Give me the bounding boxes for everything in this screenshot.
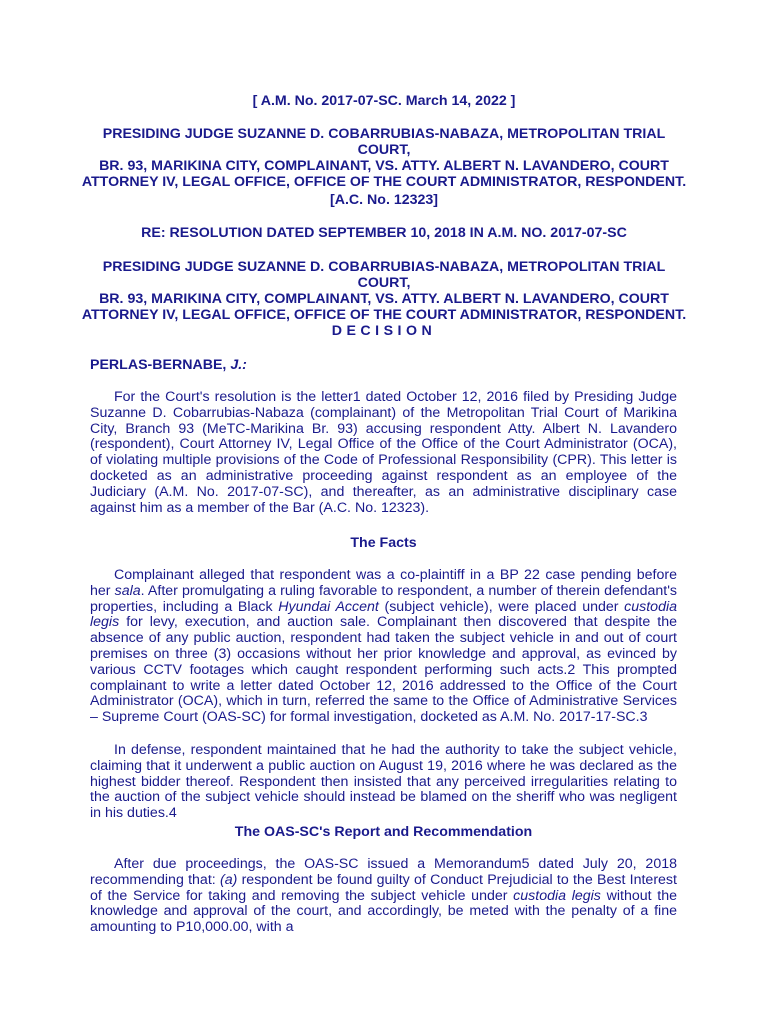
facts-heading: The Facts xyxy=(350,535,417,551)
oas-paragraph-1 xyxy=(90,857,677,936)
intro-text: For the Court's resolution is the letter1 dated October 12, 2016 filed by Presiding Judge Suzanne D. Cobarrubias-Nabaza (complainant) of the Metropolitan Trial Court of Marikina City, Branch 93 (MeTC-Marikina Br. 93) accusing respondent Atty. Albert N. Lavandero (respondent), Court Attorney IV, Legal Office of the Office of the Court Administrator (OCA), of violating multiple provisions of the Code of Professional Responsibility (CPR). This letter is docketed as an administrative proceeding against respondent as an employee of the Judiciary (A.M. No. 2017-07-SC), and thereafter, as an administrative disciplinary case against him as a member of the Bar (A.C. No. 12323). xyxy=(90,389,677,516)
oas-italic-custodia: custodia legis xyxy=(513,887,601,904)
facts-paragraph-1 xyxy=(90,568,677,726)
facts-text: for levy, execution, and auction sale. Complainant then discovered that despite the absence of any public auction, respondent had taken the subject vehicle in and out of court premises on three (3) occasions without her prior knowledge and approval, as evinced by various CCTV footages which caught respondent performing such acts.2 This prompted complainant to write a letter dated October 12, 2016 addressed to the Office of the Court Administrator (OCA), which in turn, referred the same to the Office of Administrative Services – Supreme Court (OAS-SC) for formal investigation, docketed as A.M. No. 2017-17-SC.3 xyxy=(90,614,677,726)
ponente-suffix: J.: xyxy=(230,357,247,373)
oas-heading: The OAS-SC's Report and Recommendation xyxy=(234,824,533,840)
oas-text: respondent be found guilty of Conduct Prejudicial to the Best Interest of the Service for taking and removing the subject vehicle under xyxy=(90,871,677,904)
case-parties-secondary xyxy=(80,259,688,323)
facts-paragraph-2 xyxy=(90,743,677,822)
re-line: RE: RESOLUTION DATED SEPTEMBER 10, 2018 IN A.M. NO. 2017-07-SC xyxy=(141,225,627,241)
facts-text: In defense, respondent maintained that he had the authority to take the subject vehicle, claiming that it underwent a public auction on August 19, 2016 where he was declared as the highest bidder thereof. Respondent then insisted that any perceived irregularities relating to the auction of the subject vehicle should instead be blamed on the sheriff who was negligent in his duties.4 xyxy=(90,742,677,822)
oas-italic-a: (a) xyxy=(219,871,238,888)
oas-text: After due proceedings, the OAS-SC issued a Memorandum5 dated July 20, 2018 recommending that: xyxy=(90,856,677,888)
case-parties-line: BR. 93, MARIKINA CITY, COMPLAINANT, VS. ATTY. ALBERT N. LAVANDERO, COURT xyxy=(99,158,669,174)
oas-text: without the knowledge and approval of the court, and accordingly, be meted with the penalty of a fine amounting to P10,000.00, with a xyxy=(90,887,677,936)
ponente-name: PERLAS-BERNABE, xyxy=(90,357,231,373)
facts-text: Complainant alleged that respondent was a co-plaintiff in a BP 22 case pending before her xyxy=(90,567,677,599)
case-citation-secondary: [A.C. No. 12323] xyxy=(329,192,438,208)
case-parties-line: ATTORNEY IV, LEGAL OFFICE, OFFICE OF THE COURT ADMINISTRATOR, RESPONDENT. xyxy=(81,307,687,323)
ponente xyxy=(90,357,247,373)
facts-text: (subject vehicle), were placed under xyxy=(378,598,625,615)
facts-text: . After promulgating a ruling favorable to respondent, a number of therein defendant's properties, including a Black xyxy=(90,582,677,615)
case-parties-line: PRESIDING JUDGE SUZANNE D. COBARRUBIAS-NABAZA, METROPOLITAN TRIAL COURT, xyxy=(102,126,666,158)
case-citation: [ A.M. No. 2017-07-SC. March 14, 2022 ] xyxy=(252,93,516,109)
case-parties xyxy=(80,126,688,190)
case-parties-line: ATTORNEY IV, LEGAL OFFICE, OFFICE OF THE COURT ADMINISTRATOR, RESPONDENT. xyxy=(81,174,687,190)
facts-italic-custodia: custodia legis xyxy=(90,598,677,631)
intro-paragraph xyxy=(90,390,677,516)
case-parties-line: PRESIDING JUDGE SUZANNE D. COBARRUBIAS-NABAZA, METROPOLITAN TRIAL COURT, xyxy=(102,259,666,291)
facts-italic-vehicle: Hyundai Accent xyxy=(278,598,379,615)
case-parties-line: BR. 93, MARIKINA CITY, COMPLAINANT, VS. ATTY. ALBERT N. LAVANDERO, COURT xyxy=(99,291,669,307)
decision-title: DECISION xyxy=(331,323,437,339)
facts-italic-sala: sala xyxy=(114,582,141,599)
